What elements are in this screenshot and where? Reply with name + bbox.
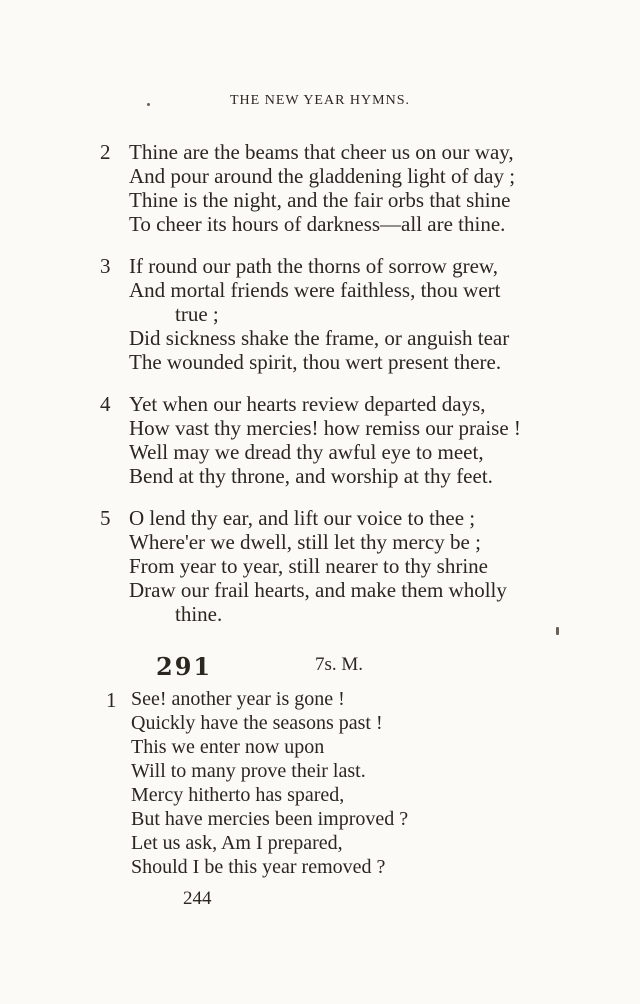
verse-line: Thine are the beams that cheer us on our way, bbox=[129, 140, 514, 164]
verse-line: Yet when our hearts review departed days, bbox=[129, 392, 486, 416]
running-head: THE NEW YEAR HYMNS. bbox=[230, 93, 410, 108]
verse-line: But have mercies been improved ? bbox=[131, 808, 409, 830]
stanza-number: 2 bbox=[100, 140, 111, 164]
verse-line: This we enter now upon bbox=[131, 736, 325, 758]
verse-line-continuation: true ; bbox=[175, 302, 219, 326]
verse-line: Bend at thy throne, and worship at thy feet. bbox=[129, 464, 493, 488]
verse-line: If round our path the thorns of sorrow grew, bbox=[129, 254, 498, 278]
verse-line: Thine is the night, and the fair orbs that shine bbox=[129, 188, 511, 212]
verse-line: The wounded spirit, thou wert present there. bbox=[129, 350, 502, 374]
stanza-number: 3 bbox=[100, 254, 111, 278]
verse-line: Well may we dread thy awful eye to meet, bbox=[129, 440, 484, 464]
verse-line: Draw our frail hearts, and make them wholly bbox=[129, 578, 507, 602]
verse-line: Mercy hitherto has spared, bbox=[131, 784, 345, 806]
stanza-number: 4 bbox=[100, 392, 111, 416]
verse-line-continuation: thine. bbox=[175, 602, 223, 626]
verse-line: O lend thy ear, and lift our voice to thee ; bbox=[129, 506, 476, 530]
stanza-number: 5 bbox=[100, 506, 111, 530]
verse-line: And mortal friends were faithless, thou wert bbox=[129, 278, 501, 302]
verse-line: Did sickness shake the frame, or anguish tear bbox=[129, 326, 510, 350]
verse-line: And pour around the gladdening light of day ; bbox=[129, 164, 516, 188]
hymn-meter: 7s. M. bbox=[315, 654, 364, 675]
verse-line: Quickly have the seasons past ! bbox=[131, 712, 383, 734]
verse-line: Let us ask, Am I prepared, bbox=[131, 832, 343, 854]
verse-line: Will to many prove their last. bbox=[131, 760, 366, 782]
verse-line: See! another year is gone ! bbox=[131, 688, 345, 710]
verse-line: To cheer its hours of darkness—all are thine. bbox=[129, 212, 506, 236]
verse-line: From year to year, still nearer to thy shrine bbox=[129, 554, 488, 578]
page-number: 244 bbox=[183, 888, 212, 909]
verse-line: How vast thy mercies! how remiss our praise ! bbox=[129, 416, 521, 440]
hymn-number: 291 bbox=[156, 652, 213, 681]
stanza-number: 1 bbox=[106, 688, 117, 712]
ink-speck bbox=[556, 627, 559, 635]
verse-line: Where'er we dwell, still let thy mercy be ; bbox=[129, 530, 481, 554]
verse-line: Should I be this year removed ? bbox=[131, 856, 386, 878]
